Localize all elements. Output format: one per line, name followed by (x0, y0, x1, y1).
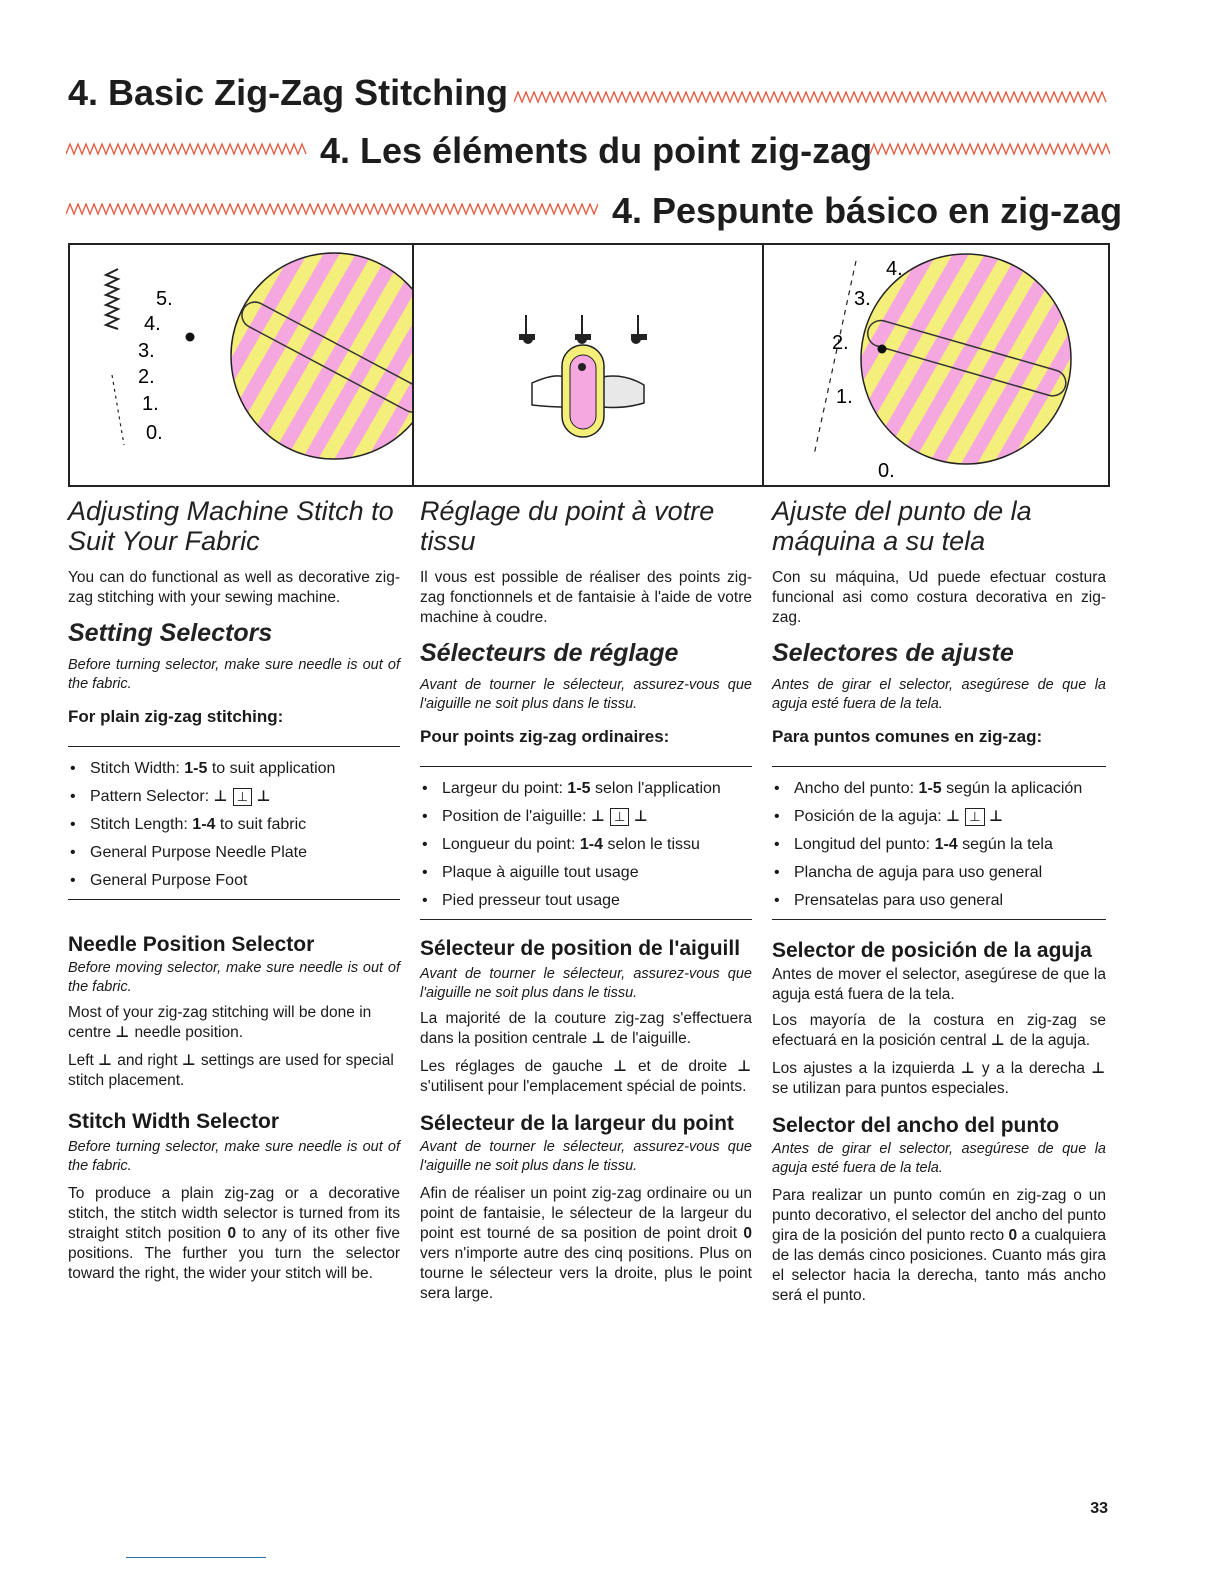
list-item: • Largeur du point: 1-5 selon l'application (420, 779, 752, 799)
dial-label: 3. (138, 340, 155, 362)
needle-note: Antes de mover el selector, asegúrese de que la aguja está fuera de la tela. (772, 966, 1106, 1003)
section-title: Réglage du point à votre tissu (420, 496, 715, 556)
dial-label: 4. (144, 313, 161, 335)
width-note: Before turning selector, make sure needle is out of the fabric. (68, 1139, 400, 1174)
heading-es: 4. Pespunte básico en zig-zag (612, 190, 1123, 231)
needle-position-illustration (414, 245, 762, 485)
stitch-width-heading: Stitch Width Selector (68, 1110, 279, 1133)
needle-paragraph: La majorité de la couture zig-zag s'effectuera dans la position centrale ⊥ de l'aiguille. (420, 1010, 752, 1047)
needle-right-icon: ⊥ (737, 1058, 752, 1075)
dial-label: 0. (146, 422, 163, 444)
intro-text: Il vous est possible de réaliser des points zig-zag fonctionnels et de fantaisie à l'aide de votre machine à coudre. (420, 569, 752, 626)
column-english (68, 496, 400, 1284)
settings-list (772, 779, 1106, 911)
width-paragraph: Afin de réaliser un point zig-zag ordinaire ou un point de fantaisie, le sélecteur de la largeur du point est tourné de sa position de point droit 0 vers n'importe autre des cinq positions. Plus on tourne le sélecteur vers la droite, plus le point sera large. (420, 1185, 752, 1302)
stitch-length-dial-panel (762, 243, 1110, 487)
needle-paragraph: Los ajustes a la izquierda ⊥ y a la derecha ⊥ se utilizan para puntos especiales. (772, 1060, 1107, 1097)
plain-zigzag-heading: Pour points zig-zag ordinaires: (420, 727, 670, 746)
needle-centre-icon: ⊥ (591, 1030, 607, 1047)
intro-text: You can do functional as well as decorative zig-zag stitching with your sewing machine. (68, 569, 400, 606)
list-item: • Longueur du point: 1-4 selon le tissu (420, 835, 752, 855)
needle-left-icon: ⊥ (946, 808, 961, 825)
needle-position-heading: Needle Position Selector (68, 933, 315, 956)
needle-note: Avant de tourner le sélecteur, assurez-vous que l'aiguille ne soit plus dans le tissu. (420, 966, 752, 1001)
settings-list (68, 759, 400, 891)
dial-label: 2. (138, 366, 155, 388)
zigzag-rule (514, 90, 1108, 104)
setting-note: Before turning selector, make sure needle is out of the fabric. (68, 657, 400, 692)
list-item: • Plancha de aguja para uso general (772, 863, 1106, 883)
list-item: • Pattern Selector: ⊥ ⊥ ⊥ (68, 787, 400, 807)
list-item: • Stitch Length: 1-4 to suit fabric (68, 815, 400, 835)
needle-centre-icon: ⊥ (233, 788, 252, 806)
needle-left-icon: ⊥ (960, 1060, 976, 1077)
footer-rule (126, 1557, 266, 1558)
needle-position-heading: Selector de posición de la aguja (772, 939, 1092, 962)
list-item: • Posición de la aguja: ⊥ ⊥ ⊥ (772, 807, 1106, 827)
list-item: • Longitud del punto: 1-4 según la tela (772, 835, 1106, 855)
column-spanish (772, 496, 1106, 1306)
zigzag-rule (66, 202, 598, 216)
dial-label: 5. (156, 288, 173, 310)
list-item: • Ancho del punto: 1-5 según la aplicación (772, 779, 1106, 799)
settings-list (420, 779, 752, 911)
width-paragraph: To produce a plain zig-zag or a decorative stitch, the stitch width selector is turned from its straight stitch position 0 to any of its other five positions. The further you turn the selector toward the right, the wider your stitch will be. (68, 1185, 401, 1282)
dial-label: 0. (878, 460, 895, 482)
needle-paragraph: Los mayoría de la costura en zig-zag se efectuará en la posición central ⊥ de la aguja. (772, 1012, 1106, 1049)
dial-label: 2. (832, 332, 849, 354)
needle-paragraph: Les réglages de gauche ⊥ et de droite ⊥ s'utilisent pour l'emplacement spécial de points. (420, 1058, 752, 1095)
needle-right-icon: ⊥ (256, 788, 272, 805)
plain-zigzag-heading: For plain zig-zag stitching: (68, 707, 284, 726)
needle-left-icon: ⊥ (590, 808, 606, 825)
needle-position-panel (412, 243, 764, 487)
stitch-width-dial-panel (68, 243, 414, 487)
stitch-width-heading: Selector del ancho del punto (772, 1114, 1060, 1137)
column-french (420, 496, 752, 1304)
needle-centre-icon: ⊥ (115, 1024, 131, 1041)
zigzag-rule (870, 142, 1110, 156)
needle-centre-icon: ⊥ (610, 808, 629, 826)
heading-fr: 4. Les éléments du point zig-zag (320, 130, 873, 171)
list-item: • Pied presseur tout usage (420, 891, 752, 911)
plain-zigzag-heading: Para puntos comunes en zig-zag: (772, 727, 1043, 746)
needle-right-icon: ⊥ (633, 808, 649, 825)
list-item: • General Purpose Needle Plate (68, 843, 400, 863)
width-note: Avant de tourner le sélecteur, assurez-vous que l'aiguille ne soit plus dans le tissu. (420, 1139, 752, 1174)
needle-paragraph: Left ⊥ and right ⊥ settings are used for special stitch placement. (68, 1052, 394, 1089)
needle-right-icon: ⊥ (1091, 1060, 1107, 1077)
width-paragraph: Para realizar un punto común en zig-zag o un punto decorativo, el selector del ancho del punto gira de la posición del punto recto 0 a cualquiera de las demás cinco posiciones. Cuanto más gira el selector hacia la derecha, tanto más ancho será el punto. (772, 1187, 1107, 1304)
dial-label: 1. (142, 393, 159, 415)
stitch-width-heading: Sélecteur de la largeur du point (420, 1112, 734, 1135)
stitch-width-dial-illustration (70, 245, 412, 485)
zigzag-rule (66, 142, 308, 156)
needle-centre-icon: ⊥ (965, 808, 984, 826)
needle-paragraph: Most of your zig-zag stitching will be done in centre ⊥ needle position. (68, 1004, 372, 1041)
list-item: • Stitch Width: 1-5 to suit application (68, 759, 400, 779)
needle-left-icon: ⊥ (98, 1052, 113, 1069)
stitch-length-dial-illustration (764, 245, 1108, 485)
needle-left-icon: ⊥ (613, 1058, 628, 1075)
list-item: • Position de l'aiguille: ⊥ ⊥ ⊥ (420, 807, 752, 827)
setting-selectors-title: Setting Selectors (68, 619, 273, 647)
setting-note: Antes de girar el selector, asegúrese de que la aguja esté fuera de la tela. (772, 677, 1106, 712)
list-item: • Prensatelas para uso general (772, 891, 1106, 911)
needle-position-heading: Sélecteur de position de l'aiguill (420, 937, 741, 960)
width-note: Antes de girar el selector, asegúrese de que la aguja esté fuera de la tela. (772, 1141, 1106, 1176)
intro-text: Con su máquina, Ud puede efectuar costura funcional asi como costura decorativa en zig-zag. (772, 569, 1106, 626)
needle-right-icon: ⊥ (989, 808, 1004, 825)
needle-left-icon: ⊥ (213, 788, 229, 805)
setting-note: Avant de tourner le sélecteur, assurez-vous que l'aiguille ne soit plus dans le tissu. (420, 677, 752, 712)
dial-label: 3. (854, 288, 871, 310)
needle-centre-icon: ⊥ (990, 1032, 1006, 1049)
setting-selectors-title: Sélecteurs de réglage (420, 639, 679, 667)
needle-note: Before moving selector, make sure needle is out of the fabric. (68, 960, 400, 995)
list-item: • General Purpose Foot (68, 871, 400, 891)
dial-label: 4. (886, 258, 903, 280)
section-title: Adjusting Machine Stitch to Suit Your Fabric (68, 496, 394, 556)
heading-en: 4. Basic Zig-Zag Stitching (68, 72, 509, 113)
page-number: 33 (1090, 1500, 1108, 1517)
section-title: Ajuste del punto de la máquina a su tela (772, 496, 1032, 556)
dial-label: 1. (836, 386, 853, 408)
setting-selectors-title: Selectores de ajuste (772, 639, 1014, 667)
needle-right-icon: ⊥ (181, 1052, 197, 1069)
list-item: • Plaque à aiguille tout usage (420, 863, 752, 883)
